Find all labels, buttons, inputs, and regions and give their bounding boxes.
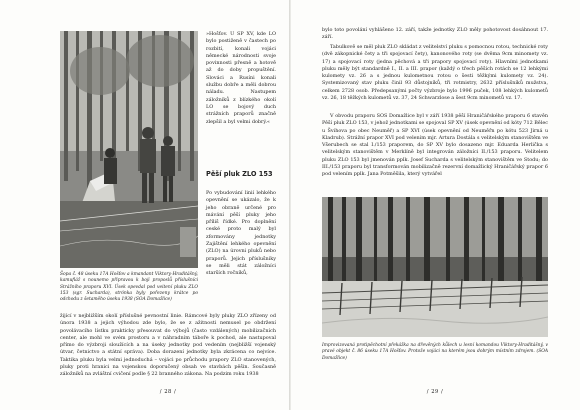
bunker-soldiers-photo: [60, 31, 198, 268]
right-top-paragraph: bylo toto povolání vyhlášeno 12. září, takže jednotky ZLO měly pohotovost dosáhnout 17. září.: [322, 27, 548, 41]
right-para-3: [322, 113, 548, 179]
forest-barrier-image: [322, 197, 548, 337]
section-text: [206, 190, 276, 278]
right-paragraph-3: V obvodu praporu SOS Domažlice byl v září 1938 pěší Hraničářského praporu 6 stavěn Pěší pluk ZLO 153, v jehož jednotkami se spojoval SP XV (úsek opevnění od kóty 712 Bělec u Švihova po obec Neuměř) a SP XVI (úsek opevnění od Neuměřn po kótu 523 Jirná u Kladrub). Strážní prapor XVI pod velením mjr. Artura Dostála s velitelským stanovištěm ve Všerubech se stal I./153 praporem, do SP XV bylo dosazeno mjr. Eduarda Herlička s velitelským stanovištěm v Merklíně byl integrován záložníci II./153 praporu. Velitelem pluku ZLO 153 byl jmenován pplk. Josef Sucharda s velitelským stanovištěm ve Stodu; do III./153 praporu byl transformován mobilizačně rezervní domažlický Hraničářský prapor 6 pod velením pplk. Jana Potměšila, který vytvářel: [322, 113, 548, 178]
side-quote-paragraph: »Hošťov. U SP XV, kde LO bylo postiženě v častech po rozbití, konali vojáci německé národnosti svoje povinnosti přesně a hotově až do doby propuštění. Slováci a Rusíni konali službu dobře a měli dobrou náladu. Nastupem záložníků z blízkého okolí LO se bojový duch strážních praporů značně zlepšil a byl velmi dobrý.«: [206, 31, 276, 125]
page-number-right: / 29 /: [426, 389, 444, 395]
left-page: [0, 0, 289, 410]
right-page: [291, 0, 580, 410]
forest-barrier-photo: [322, 197, 548, 337]
left-bottom-text: [60, 313, 276, 379]
right-top-text: [322, 27, 548, 42]
section-heading: Pěší pluk ZLO 153: [206, 170, 273, 178]
side-quote-text: [206, 31, 276, 126]
page-number-left: / 28 /: [159, 389, 177, 395]
right-para-2: [322, 44, 548, 102]
right-paragraph-2: Tabulkově se měl pluk ZLO skládat z velitelství pluku s pomocnou rotou, technické roty (dvě zákopnické čety a tři spojovací čety), kanonového roty (se dvěma 9cm minomety vz. 17) a spojovací roty (jedna pěchová a tři prapory spojovací roty). Hlavními jednotkami pluku měly být standardně I., II. a III. prapor (každý o třech pěších rotách se 12 lehkými kulomety vz. 26 a s jednou kulometnou rotou o šesti těžkými kulomety vz. 24). Systemizovaný stav pluku činil 93 důstojníků, tři rotmistry, 2632 příslušníků mužstva, celkem 2728 osob. Předepsanými počty výzbroje bylo 1996 puček, 108 lehkých kulometů vz. 26, 18 těžkých kulometů vz. 37, 24 Schwarzlose a šest 9cm minometů vz. 17.: [322, 44, 548, 102]
left-bottom-paragraph: žijící v nejbližším okolí příslušné pevnostní linie. Rámcové byly pluky ZLO zřízeny od února 1938 a jejich výhodou zde bylo, že se z ažitnosti nemusel po obdržení povolávacího lístku prakticky přesouvat do výbojů (často vzdálených) mobilizačních center, ale mohl ve svém prostoru a v náhradním táboře k pochod, ale nastupoval přímo do výzbroji sloužících a na úseky jednotky pod vedením (nejbližší vojenský útvar, četnictvo a státní správa). Doba dorazení jednotky byla zkrácena co nejvíce. Taktika pluku byla velmi jednoduchá – vojáci po průchodu prapory ZLO stanovených, pluky proti hranici na vojenskou doporučený obsah ve stavbách pěšin. Současně záložníků na zvláštní cvičení podle § 22 branného zákona. Na podzim roku 1938: [60, 313, 276, 378]
left-photo-caption: Šopa č. 48 úseku 17A Hošťov a kmandant Viktory-Hraditášný, kamufláž s nounemo připravou k boji proposlů příslušníci Strážního praporu XVI. Úsek opevdal pod veitení pluku ZLO 153 (sgr. Sucharda), strónka byly pořezeny krátce po odchodu z šetaměho úseku 1938 (SOA Domažlice): [60, 272, 198, 303]
bunker-soldiers-image: [60, 31, 198, 268]
right-photo-caption: Improvizovaná protipěchotní překážka na dřevěných kůlech u lesní komandou Viktory-Hraditášný, v pravé objekt č. 86 úseku 17A Hošťov. Protože vojáci na kterém jsou dobrým místním zdrojem. (SOA Domažlice): [322, 343, 548, 361]
section-paragraph: Po vybudování linií lehkého opevnění se ukázalo, že k jeho obraně určené pro mávání pěší pluky jeho příliš řídké. Pro doplnění ceské proto malý byl zformovány jednotky Zajištění lehkého opevnění (ZLO) na úrovni pluků nebo praporů. Jejich příslušníky se měli stát záložníci starších ročníků,: [206, 190, 276, 277]
